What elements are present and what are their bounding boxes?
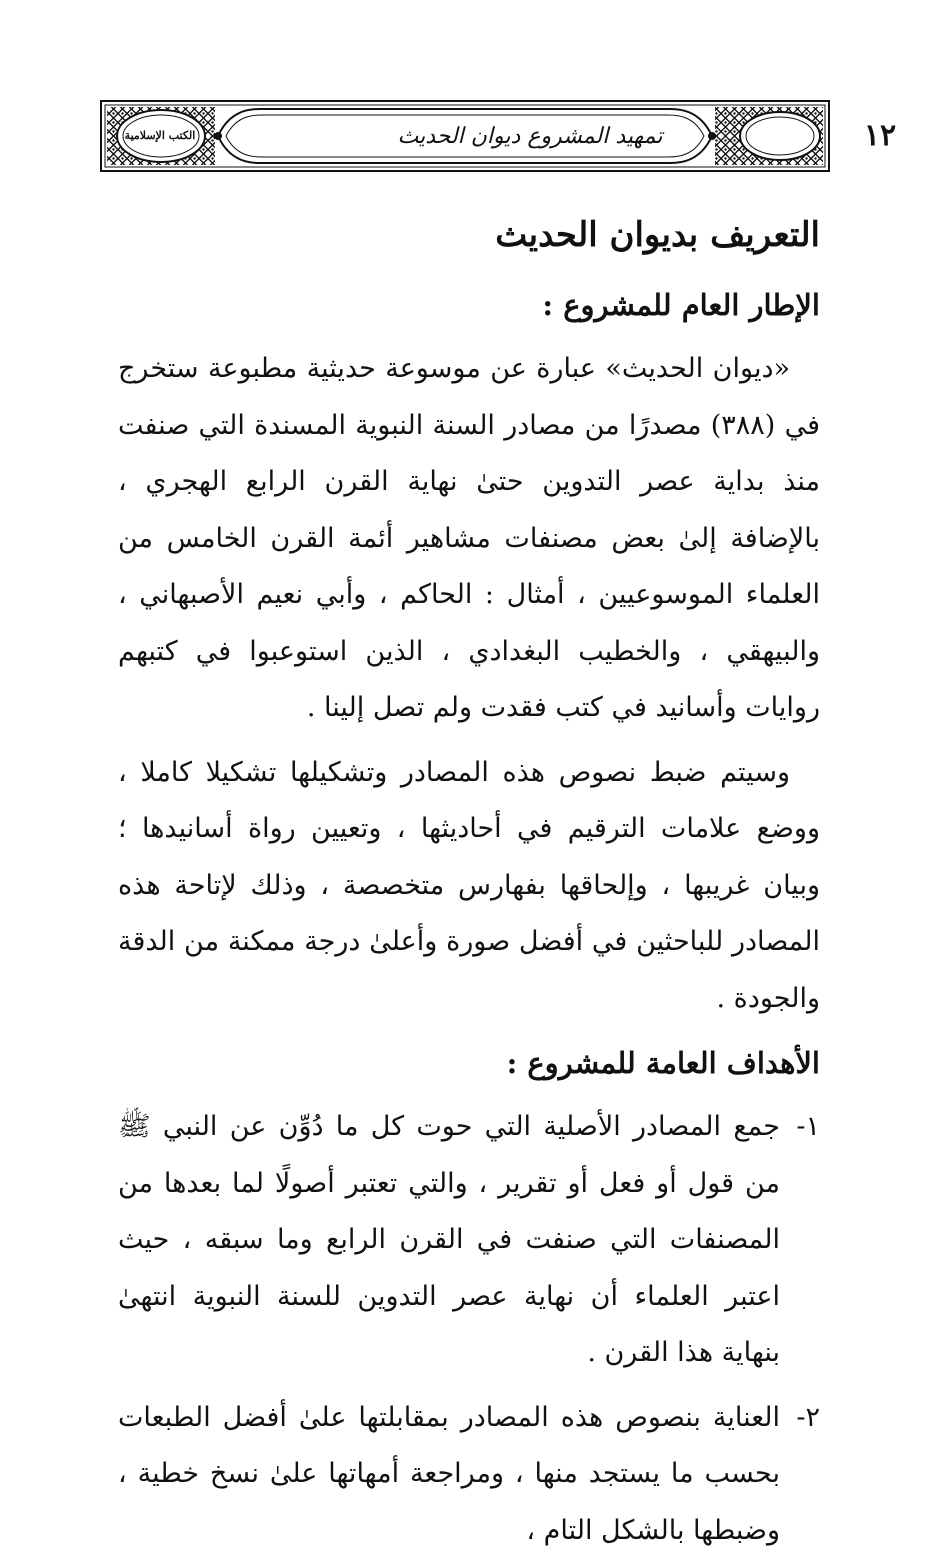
- page-content: [118, 205, 820, 1567]
- framework-heading: الإطار العام للمشروع :: [542, 288, 820, 322]
- page-number: ١٢: [863, 118, 897, 153]
- goal-item: [118, 1099, 820, 1382]
- running-title: تمهيد المشروع ديوان الحديث: [397, 123, 663, 149]
- section-title: التعريف بديوان الحديث: [495, 215, 820, 255]
- framework-paragraph-2: وسيتم ضبط نصوص هذه المصادر وتشكيلها تشكيلا كاملا ، ووضع علامات الترقيم في أحاديثها ، وتعيين رواة أسانيدها ؛ وبيان غريبها ، وإلحاقها بفهارس متخصصة ، وذلك لإتاحة هذه المصادر للباحثين في أفضل صورة وأعلىٰ درجة ممكنة من الدقة والجودة .: [118, 756, 820, 1014]
- framework-paragraph-1: «ديوان الحديث» عبارة عن موسوعة حديثية مطبوعة ستخرج في (٣٨٨) مصدرًا من مصادر السنة النبوية المسندة التي صنفت منذ بداية عصر التدوين حتىٰ نهاية القرن الرابع الهجري ، بالإضافة إلىٰ بعض مصنفات مشاهير أئمة القرن الخامس من العلماء الموسوعيين ، أمثال : الحاكم ، وأبي نعيم الأصبهاني ، والبيهقي ، والخطيب البغدادي ، الذين استوعبوا في كتبهم روايات وأسانيد في كتب فقدت ولم تصل إلينا .: [118, 353, 820, 723]
- publisher-logo: الكتب الإسلامية: [124, 128, 196, 142]
- goals-heading: الأهداف العامة للمشروع :: [506, 1046, 820, 1080]
- goal-item: [118, 1390, 820, 1560]
- goal-text: العناية بنصوص هذه المصادر بمقابلتها علىٰ أفضل الطبعات بحسب ما يستجد منها ، ومراجعة أمهاتها علىٰ نسخ خطية ، وضبطها بالشكل التام ،: [118, 1401, 780, 1546]
- goal-number: ٢-: [796, 1401, 820, 1433]
- goal-number: ١-: [796, 1111, 820, 1142]
- goal-text: جمع المصادر الأصلية التي حوت كل ما دُوِّن عن النبي ﷺ من قول أو فعل أو تقرير ، والتي تعتبر أصولًا لما بعدها من المصنفات التي صنفت في القرن الرابع وما سبقه ، حيث اعتبر العلماء أن نهاية عصر التدوين للسنة النبوية انتهىٰ بنهاية هذا القرن .: [118, 1111, 780, 1368]
- running-header: [100, 100, 897, 172]
